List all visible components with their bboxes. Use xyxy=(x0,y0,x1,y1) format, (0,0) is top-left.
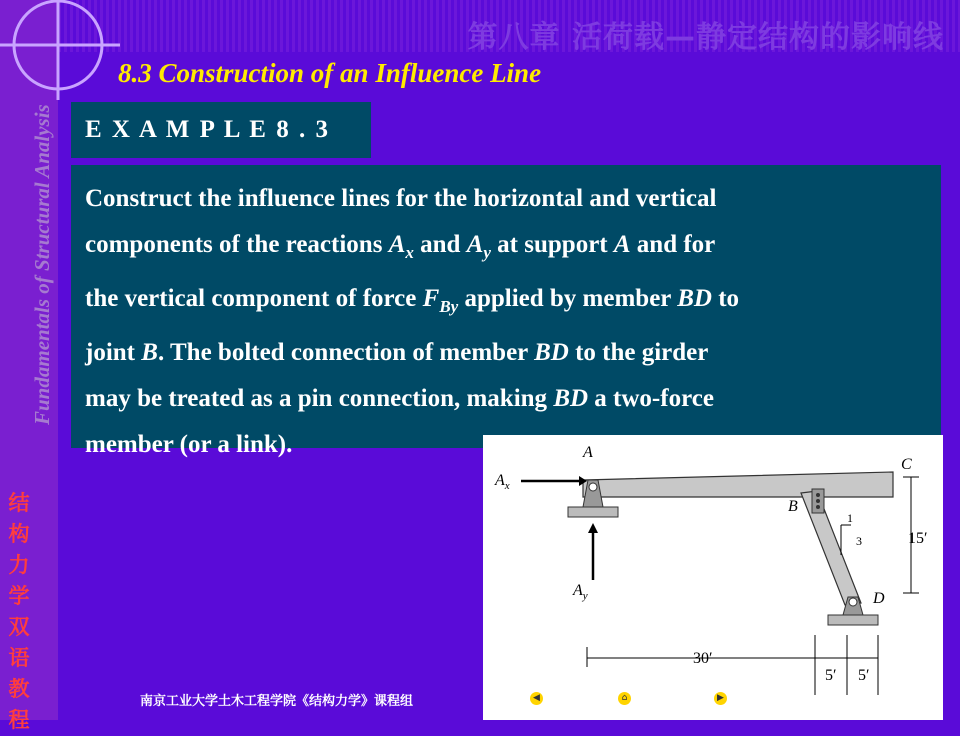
next-label: 下一页 xyxy=(739,693,779,708)
svg-text:Ax xyxy=(494,472,510,492)
problem-text: . The bolted connection of member xyxy=(157,339,535,366)
problem-line-3 xyxy=(85,276,927,330)
problem-text: applied by member xyxy=(458,285,678,312)
problem-line-2 xyxy=(85,222,927,276)
next-page-link[interactable] xyxy=(714,689,778,708)
dim-5a: 5′ xyxy=(825,667,837,684)
chapter-title: 第八章 活荷载—静定结构的影响线 xyxy=(467,20,944,55)
label-c: C xyxy=(901,456,912,473)
problem-text: may be treated as a pin connection, making xyxy=(85,385,554,412)
subscript-y: y xyxy=(483,243,491,262)
symbol-F: F xyxy=(422,285,440,312)
problem-text: joint xyxy=(85,339,142,366)
symbol-A: A xyxy=(466,231,484,258)
problem-line-4 xyxy=(85,330,927,376)
vertical-chinese-title: 结构力学双语教程 xyxy=(8,491,30,732)
problem-text: at support xyxy=(490,231,614,258)
dim-5b: 5′ xyxy=(858,667,870,684)
symbol-BD: BD xyxy=(677,285,712,312)
pin-a-icon xyxy=(589,483,597,491)
label-ay-sub: y xyxy=(582,590,588,602)
problem-text: a two-force xyxy=(588,385,714,412)
example-label: E X A M P L E 8 . 3 xyxy=(71,102,371,158)
svg-text:Ay xyxy=(572,582,588,602)
problem-text: components of the reactions xyxy=(85,231,389,258)
vertical-book-title: Fundamentals of Structural Analysis xyxy=(30,104,54,425)
problem-text: Construct the influence lines for the horizontal and vertical xyxy=(85,185,717,212)
label-ay: A xyxy=(573,582,583,599)
next-icon: ▶ xyxy=(714,692,727,705)
symbol-A: A xyxy=(388,231,406,258)
dim-30: 30′ xyxy=(693,650,713,667)
problem-text: to the girder xyxy=(568,339,709,366)
section-title: 8.3 Construction of an Influence Line xyxy=(118,58,542,88)
toc-label: 回目录 xyxy=(645,693,685,708)
member-bd xyxy=(801,491,861,605)
problem-line-5 xyxy=(85,376,927,422)
corner-ornament xyxy=(0,0,120,100)
slope-1: 1 xyxy=(847,511,853,525)
prev-page-link[interactable] xyxy=(530,689,586,708)
problem-text: and xyxy=(413,231,467,258)
label-ax: A xyxy=(495,472,505,489)
home-icon: ⌂ xyxy=(618,692,631,705)
pin-d-icon xyxy=(849,598,857,606)
structure-figure xyxy=(483,435,943,720)
prev-label: 上一页 xyxy=(547,693,587,708)
subscript-x: x xyxy=(405,243,414,262)
ground-a xyxy=(568,507,618,517)
toc-link[interactable] xyxy=(618,689,684,708)
label-b: B xyxy=(788,498,798,515)
symbol-BD: BD xyxy=(534,339,569,366)
prev-icon: ◀ xyxy=(530,692,543,705)
symbol-A: A xyxy=(613,231,631,258)
bolt-icon xyxy=(816,505,820,509)
symbol-B: B xyxy=(141,339,158,366)
problem-statement xyxy=(71,165,941,458)
label-a: A xyxy=(583,444,593,461)
problem-line-1 xyxy=(85,176,927,222)
dim-15: 15′ xyxy=(908,530,928,547)
bolt-icon xyxy=(816,493,820,497)
problem-text: and for xyxy=(630,231,716,258)
footer-credit: 南京工业大学土木工程学院《结构力学》课程组 xyxy=(140,694,414,709)
problem-text: to xyxy=(711,285,740,312)
slope-3: 3 xyxy=(856,534,862,548)
subscript-By: By xyxy=(439,297,459,316)
label-d: D xyxy=(873,590,885,607)
problem-text: member (or a link). xyxy=(85,431,293,458)
problem-text: the vertical component of force xyxy=(85,285,423,312)
label-ax-sub: x xyxy=(504,480,510,492)
ground-d xyxy=(828,615,878,625)
bolt-icon xyxy=(816,499,820,503)
symbol-BD: BD xyxy=(553,385,589,412)
girder xyxy=(583,472,893,497)
ay-arrowhead-icon xyxy=(588,523,598,533)
